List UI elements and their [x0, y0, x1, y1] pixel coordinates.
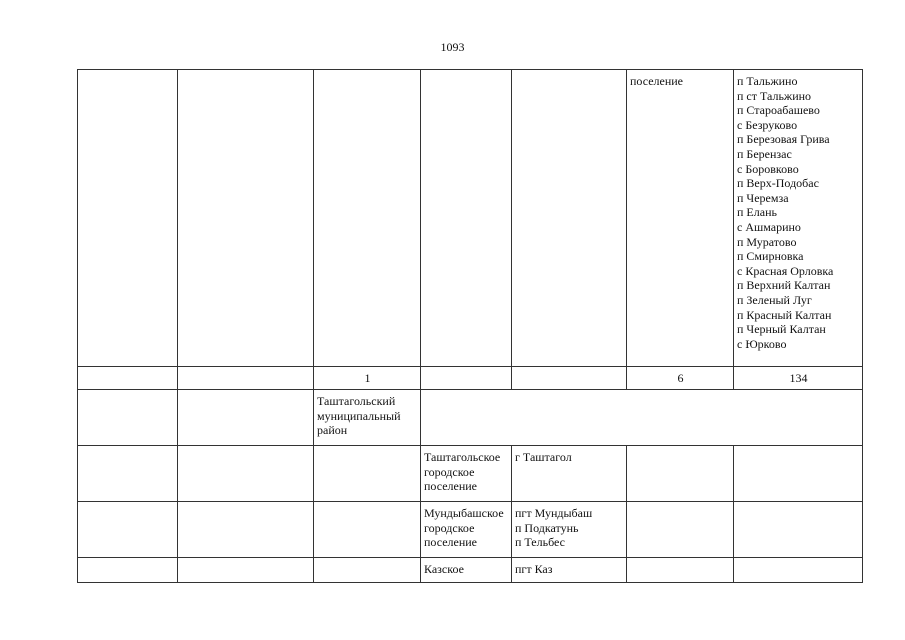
- locality-line: п Подкатунь: [515, 520, 579, 535]
- table-cell: [178, 446, 314, 502]
- table-cell: [734, 446, 863, 502]
- locality-line: п Староабашево: [737, 103, 820, 118]
- table-cell: [178, 502, 314, 558]
- locality-line: п Тальжино: [737, 74, 798, 88]
- locality-line: п Смирновка: [737, 249, 804, 264]
- settlement-name-cell: Таштагольское городское поселение: [421, 446, 512, 502]
- table-cell: [178, 70, 314, 367]
- settlements-table: [77, 69, 863, 583]
- locality-line: п Черемза: [737, 190, 789, 205]
- locality-line: п Черный Калтан: [737, 322, 826, 337]
- table-cell: [78, 446, 178, 502]
- table-cell: [314, 70, 421, 367]
- locality-line: с Безруково: [737, 117, 798, 132]
- locality-line: с Боровково: [737, 161, 799, 176]
- settlement-name-cell: Мундыбашское городское поселение: [421, 502, 512, 558]
- settlement-name-cell: Казское: [421, 558, 512, 583]
- table-cell: [314, 502, 421, 558]
- locality-line: п Березовая Грива: [737, 132, 830, 147]
- locality-line: п Берензас: [737, 146, 792, 161]
- table-cell: [314, 446, 421, 502]
- table-cell: [178, 390, 314, 446]
- locality-line: п Верх-Подобас: [737, 176, 819, 191]
- table-row: [78, 558, 863, 583]
- locality-list: [515, 450, 624, 465]
- table-cell: [627, 446, 734, 502]
- table-cell-merged: [421, 390, 863, 446]
- table-row: [78, 502, 863, 558]
- table-cell: [421, 367, 512, 390]
- table-cell: [627, 558, 734, 583]
- locality-line: пгт Мундыбаш: [515, 506, 593, 520]
- district-name-cell: Таштагольский муниципальный район: [314, 390, 421, 446]
- locality-line: с Юрково: [737, 336, 787, 351]
- locality-line: п Зеленый Луг: [737, 292, 812, 307]
- table-cell: [178, 367, 314, 390]
- locality-list: [737, 74, 860, 351]
- page-number: 1093: [440, 40, 465, 54]
- locality-list-cell: [512, 446, 627, 502]
- table-row: [78, 446, 863, 502]
- locality-line: пгт Каз: [515, 562, 553, 576]
- column-number-cell: 1: [314, 367, 421, 390]
- column-number-cell: 134: [734, 367, 863, 390]
- locality-list: [515, 562, 624, 577]
- table-cell: [512, 367, 627, 390]
- table-row: [78, 390, 863, 446]
- column-number-cell: 6: [627, 367, 734, 390]
- table-cell: [78, 390, 178, 446]
- locality-list-cell: [512, 558, 627, 583]
- table-cell: [627, 502, 734, 558]
- table-cell: [734, 502, 863, 558]
- table-row: [78, 70, 863, 367]
- locality-line: с Ашмарино: [737, 219, 801, 234]
- table-cell: [78, 70, 178, 367]
- locality-line: г Таштагол: [515, 450, 572, 464]
- table-cell: [78, 367, 178, 390]
- locality-list: [515, 506, 624, 550]
- table-row: [78, 367, 863, 390]
- locality-line: с Красная Орловка: [737, 263, 834, 278]
- table-cell: [421, 70, 512, 367]
- locality-list-cell: [512, 502, 627, 558]
- locality-line: п Муратово: [737, 234, 797, 249]
- table-cell: [734, 558, 863, 583]
- settlement-type-cell: поселение: [627, 70, 734, 367]
- table-cell: [178, 558, 314, 583]
- table-cell: [78, 502, 178, 558]
- locality-line: п Тельбес: [515, 535, 565, 550]
- locality-line: п Красный Калтан: [737, 307, 832, 322]
- locality-line: п Верхний Калтан: [737, 278, 831, 293]
- locality-list-cell: [734, 70, 863, 367]
- table-cell: [314, 558, 421, 583]
- table-cell: [78, 558, 178, 583]
- locality-line: п ст Тальжино: [737, 88, 812, 103]
- locality-line: п Елань: [737, 205, 777, 220]
- table-cell: [512, 70, 627, 367]
